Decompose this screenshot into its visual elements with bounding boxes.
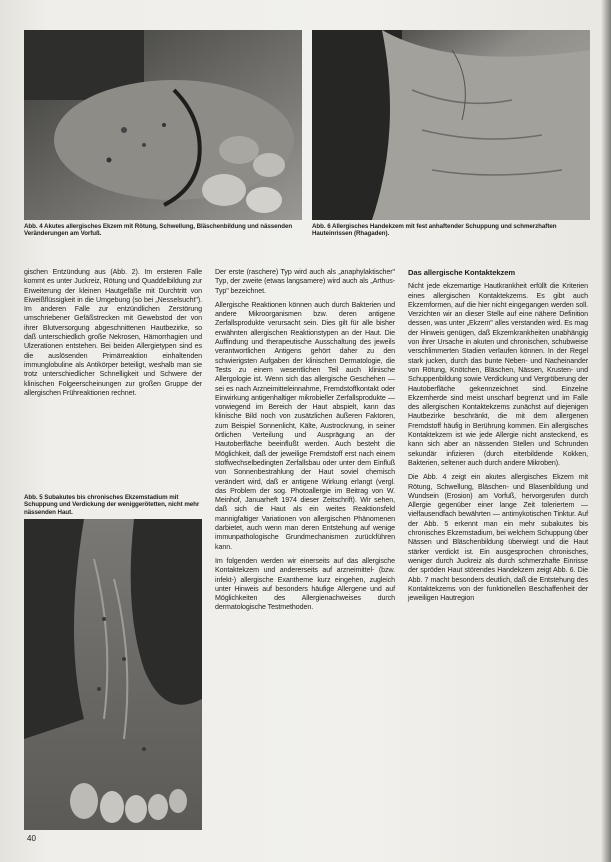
- paragraph: Die Abb. 4 zeigt ein akutes allergisches Ekzem mit Rötung, Schwellung, Bläschen- und Blasenbildung und Wundsein (Erosion) am Vorfuß, hervorgerufen durch Allergie gegenüber einer lange Zeit toleriertem — vielfausendfach bewährten — antimykotischen Tinktur. Auf der Abb. 5 erkennt man ein mehr subakutes bis chronisches Ekzemstadium, bei welchem Schuppung über Nässen und Bläschenbildung überwiegt und die Haut stärker verdickt ist. Ein ausgesprochen chronisches, weniger durch Juckreiz als durch schmerzhafte Einrisse der spröden Haut störendes Handekzem zeigt Abb. 6. Die Abb. 7 macht besonders deutlich, daß die Entstehung des Kontaktekzems von der funktionellen Beschaffenheit der jeweiligen Hautregion: [408, 473, 588, 603]
- figure-5-caption: Abb. 5 Subakutes bis chronisches Ekzemstadium mit Schuppung und Verdickung der weniggerötetten, nicht mehr nässenden Haut.: [24, 494, 200, 516]
- hand-eczema-image: [312, 30, 590, 220]
- figure-6-photo: [312, 30, 590, 220]
- paragraph: Im folgenden werden wir einerseits auf das allergische Kontaktekzem und andererseits auf arzneimittel- (bzw. infekt-) allergische Exantheme kurz eingehen, zugleich unter Hinweis auf besonders häufige Allergene und auf Möglichkeiten des Allergienachweises durch dermatologische Testmethoden.: [215, 556, 395, 612]
- text-column-left: [24, 268, 202, 403]
- figure-4-caption: Abb. 4 Akutes allergisches Ekzem mit Rötung, Schwellung, Bläschenbildung und nässenden Veränderungen am Vorfuß.: [24, 223, 293, 238]
- section-heading: Das allergische Kontaktekzem: [408, 268, 516, 277]
- text-column-middle: [215, 268, 395, 618]
- paragraph: Der erste (raschere) Typ wird auch als „anaphylaktischer" Typ, der zweite (etwas langsamere) wird auch als „Arthus-Typ" bezeichnet.: [215, 268, 395, 295]
- page-number: 40: [27, 834, 36, 843]
- text-column-right: [408, 268, 588, 608]
- foot-eczema-image: [24, 30, 302, 220]
- paragraph: Nicht jede ekzemartige Hautkrankheit erfüllt die Kriterien eines allergischen Kontaktekzems. Es gibt auch Ekzemformen, auf die hier nicht eingegangen werden soll. Verzichten wir an dieser Stelle auf eine nähere Definition dessen, was unter „Ekzem" alles verstanden wird. Es mag der Hinweis genügen, daß Ekzemkrankheiten unabhängig von ihrer Ursache in akuten und chronischen, schubweise verschlimmerten Stadien verlaufen können. In der Regel stark jucken, durch das bunte Neben- und Nacheinander von Rötung, Knötchen, Bläschen, Nässen, Krusten- und Schuppenbildung sowie Verdickung und Vergröberung der Hautoberfläche gekennzeichnet sind. Einzelne Ekzemherde sind meist unscharf begrenzt und im Falle des allergischen Kontaktekzems zunächst auf diejenigen Hautbezirke beschränkt, die mit dem allergenen Fremdstoff häufig in Berührung kommen. Ein allergisches Kontaktekzem ist wie jede Allergie nicht ansteckend, es kann sich aber an nässenden Stellen und Schrunden sekundär infizieren (durch eiterbildende Kokken, Bakterien, seltener auch durch andere Mikroben).: [408, 282, 588, 467]
- figure-6-caption: Abb. 6 Allergisches Handekzem mit fest anhaftender Schuppung und schmerzhaften Hauteinrissen (Rhagaden).: [312, 223, 557, 238]
- paragraph: Allergische Reaktionen können auch durch Bakterien und andere Mikroorganismen bzw. deren antigene Zerfallsprodukte verursacht sein. Dies gilt für alle bisher erwähnten allergischen Reaktionstypen an der Haut. Die Auffindung und therapeutische Ausschaltung des jeweils verantwortlichen Antigens gehört daher zu den schwierigsten Aufgaben der klinischen Dermatologie, die Tests zu einem wesentlichen Teil auch klinische Allergologie ist. Wenn sich das allergische Geschehen — sei es nach Arzneimitteleinnahme, Fremdstoffkontakt oder Einwirkung antigenhaltiger mikrobieller Zerfallsprodukte — vorwiegend im Bereich der Haut abspielt, kann das klinische Bild noch von zusätzlichen äußeren Faktoren, zum Beispiel Sonnenlicht, Kälte, Austrocknung, in seiner örtlichen Verteilung und Ausprägung an der Hautoberfläche beeinflußt werden. Auch besteht die Möglichkeit, daß der jeweilige Fremdstoff erst nach einem stoffwechselbedingten Zerfallsbau oder unter dem Einfluß von Sonnenbestrahlung der Haut soviel chemisch verändert wird, daß er antigene Wirkung erlangt (vergl. das Problem der sog. Photoallergie im Beitrag von W. Meinhof, Januarheft 1974 dieser Zeitschrift). Wir sehen, daß sich die Haut als ein weites Reaktionsfeld mannigfaltiger Variationen von allergischen Phänomenen darbietet, auch wenn man deren Entstehung auf wenige immunpathologische Grundmechanismen zurückführen kann.: [215, 300, 395, 551]
- figure-5-photo: [24, 519, 202, 830]
- figure-4-photo: [24, 30, 302, 220]
- page-edge-shadow: [601, 0, 611, 862]
- chronic-eczema-foot-image: [24, 519, 202, 830]
- paragraph: gischen Entzündung aus (Abb. 2). Im ersteren Falle kommt es unter Juckreiz, Rötung und Quaddelbildung zur Erweiterung der kleinen Hautgefäße mit Durchtritt von Eiweißflüssigkeit in die Umgebung (so bei „Nesselsucht"). Im anderen Falle zur entzündlichen Zerstörung umschriebener Gefäßstrecken mit Gewebstod der von ihrer Blutversorgung abgeschnittenen Hautbezirke, so daß unterschiedlich große Nekrosen, Hämorrhagien und Ulzerationen entstehen. Bei beiden Allergietypen sind es die auslösenden Primärreaktion einhaltenden immunglobuline als Antikörper beteiligt, weshalb man sie trotz unterschiedlicher Schnelligkeit und Schwere der klinischen Folgeerscheinungen zur großen Gruppe der allergischen Frühreaktionen rechnet.: [24, 268, 202, 397]
